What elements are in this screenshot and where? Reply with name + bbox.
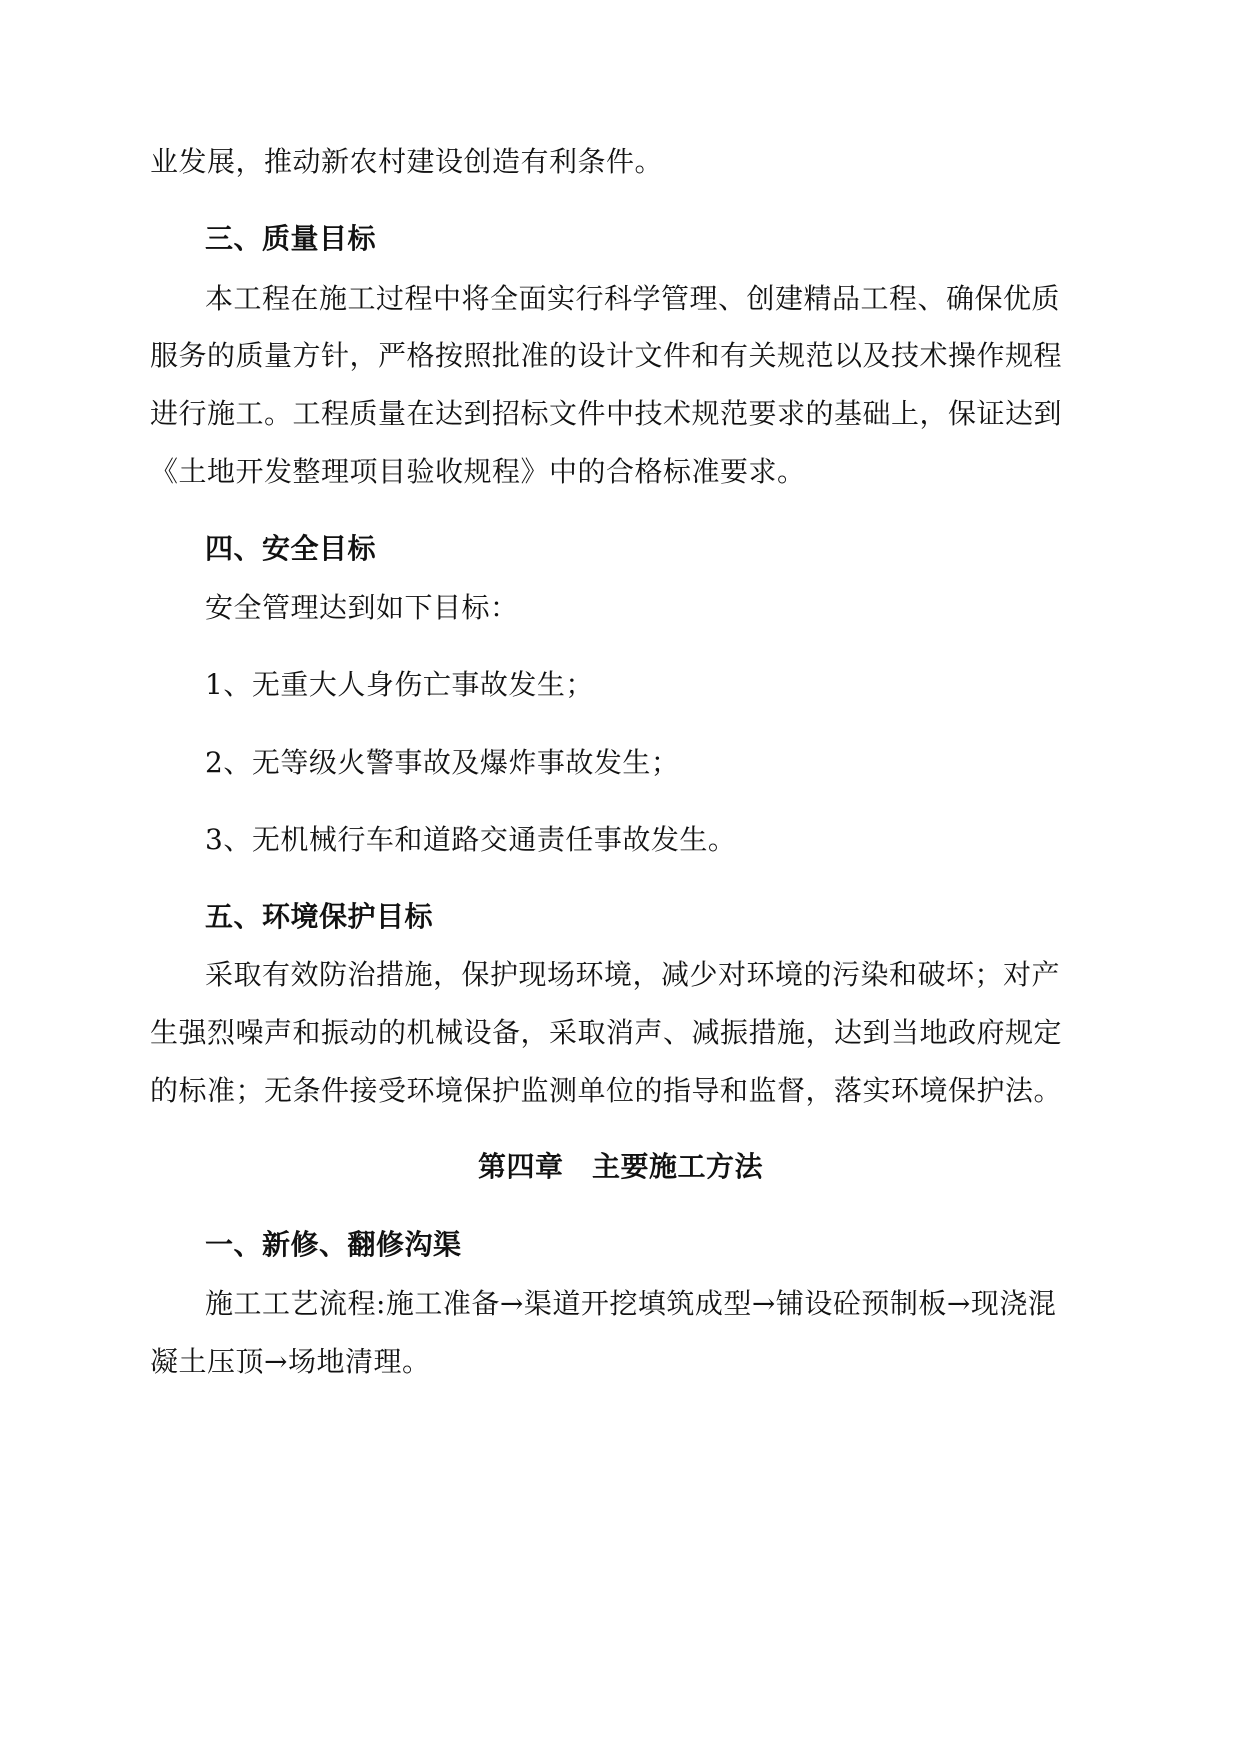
paragraph-line: 业发展，推动新农村建设创造有利条件。 <box>150 145 664 178</box>
section-heading-environment: 五、环境保护目标 <box>205 900 434 933</box>
list-item: 2、无等级火警事故及爆炸事故发生； <box>205 746 680 779</box>
list-item: 1、无重大人身伤亡事故发生； <box>205 668 594 701</box>
paragraph-line: 生强烈噪声和振动的机械设备，采取消声、减振措施，达到当地政府规定 <box>150 1016 1063 1049</box>
paragraph-line: 进行施工。工程质量在达到招标文件中技术规范要求的基础上，保证达到 <box>150 397 1063 430</box>
chapter-title: 第四章 主要施工方法 <box>477 1150 763 1183</box>
section-heading-quality: 三、质量目标 <box>205 222 377 255</box>
list-item: 3、无机械行车和道路交通责任事故发生。 <box>205 823 737 856</box>
paragraph-line: 的标准；无条件接受环境保护监测单位的指导和监督，落实环境保护法。 <box>150 1074 1063 1107</box>
paragraph-line: 《土地开发整理项目验收规程》中的合格标准要求。 <box>150 455 806 488</box>
paragraph-line: 施工工艺流程:施工准备→渠道开挖填筑成型→铺设砼预制板→现浇混 <box>205 1287 1057 1320</box>
section-heading-safety: 四、安全目标 <box>205 532 377 565</box>
paragraph-line: 安全管理达到如下目标： <box>205 591 519 624</box>
paragraph-line: 凝土压顶→场地清理。 <box>150 1345 431 1378</box>
paragraph-line: 本工程在施工过程中将全面实行科学管理、创建精品工程、确保优质 <box>205 282 1061 315</box>
paragraph-line: 服务的质量方针，严格按照批准的设计文件和有关规范以及技术操作规程 <box>150 339 1063 372</box>
paragraph-line: 采取有效防治措施，保护现场环境，减少对环境的污染和破坏；对产 <box>205 958 1061 991</box>
section-heading-canals: 一、新修、翻修沟渠 <box>205 1228 462 1261</box>
